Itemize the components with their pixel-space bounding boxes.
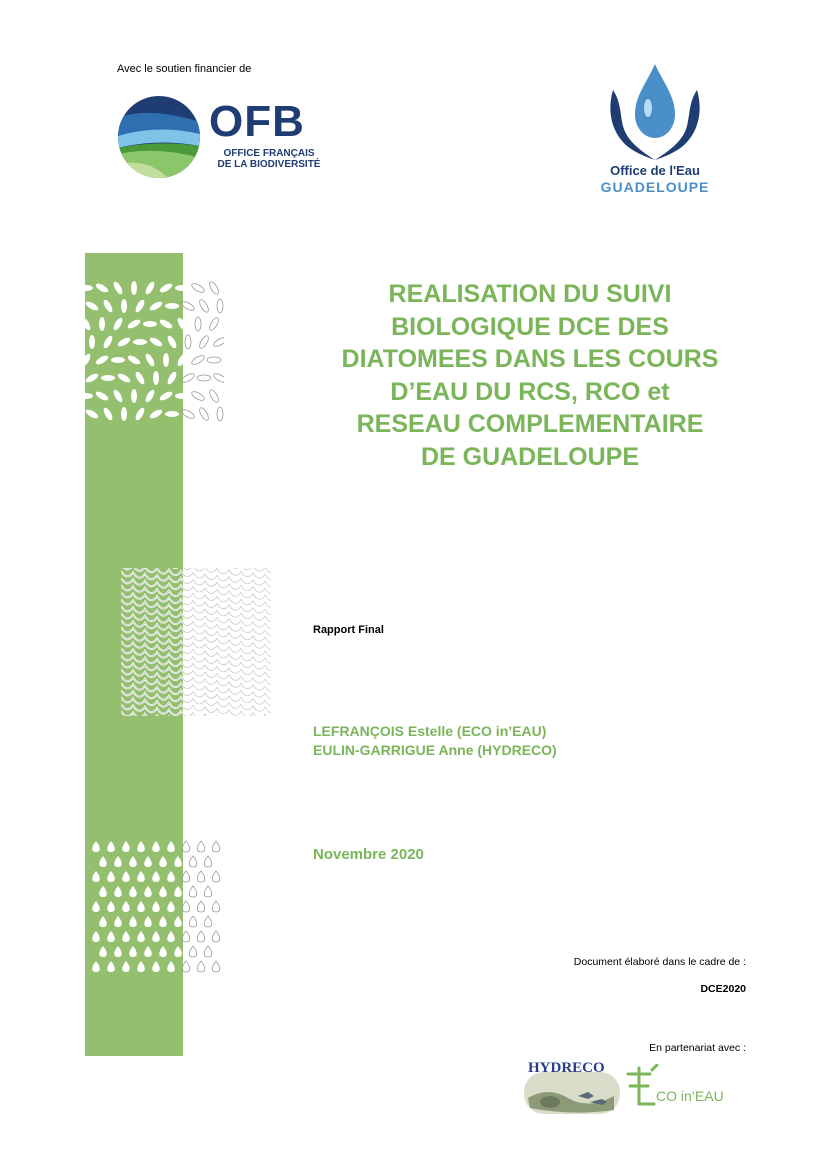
ofb-acronym: OFB: [209, 97, 305, 146]
title-line: DIATOMEES DANS LES COURS: [341, 345, 719, 373]
drop-pattern-decoration: [88, 840, 224, 974]
authors-block: [313, 722, 557, 760]
ofb-name-line1: OFFICE FRANÇAIS: [223, 148, 315, 159]
title-line: BIOLOGIQUE DCE DES: [391, 312, 669, 341]
ofb-wordmark: [209, 97, 329, 170]
wave-pattern-decoration: [121, 568, 271, 716]
office-eau-name: Office de l'Eau: [610, 163, 700, 178]
title-line: REALISATION DU SUIVI: [388, 280, 672, 308]
framework-value: DCE2020: [700, 983, 746, 995]
title-line: RESEAU COMPLEMENTAIRE: [356, 410, 704, 438]
partner-label: En partenariat avec :: [649, 1042, 746, 1054]
financial-support-label: Avec le soutien financier de: [117, 63, 252, 75]
eco-ineau-name: CO in’EAU: [656, 1088, 724, 1104]
office-eau-region: GUADELOUPE: [600, 179, 710, 195]
hydreco-name: HYDRECO: [528, 1060, 605, 1076]
title-line: D’EAU DU RCS, RCO et: [390, 377, 670, 406]
report-type: Rapport Final: [313, 624, 384, 636]
framework-label: Document élaboré dans le cadre de :: [573, 956, 746, 968]
ofb-name-line2: DE LA BIODIVERSITÉ: [217, 159, 321, 170]
leaf-pattern-decoration: [78, 280, 224, 426]
author-name: EULIN-GARRIGUE Anne (HYDRECO): [313, 742, 557, 758]
title-line: DE GUADELOUPE: [420, 442, 640, 471]
author-name: LEFRANÇOIS Estelle (ECO in’EAU): [313, 723, 547, 739]
report-title: [300, 278, 760, 473]
report-date: Novembre 2020: [313, 846, 424, 863]
